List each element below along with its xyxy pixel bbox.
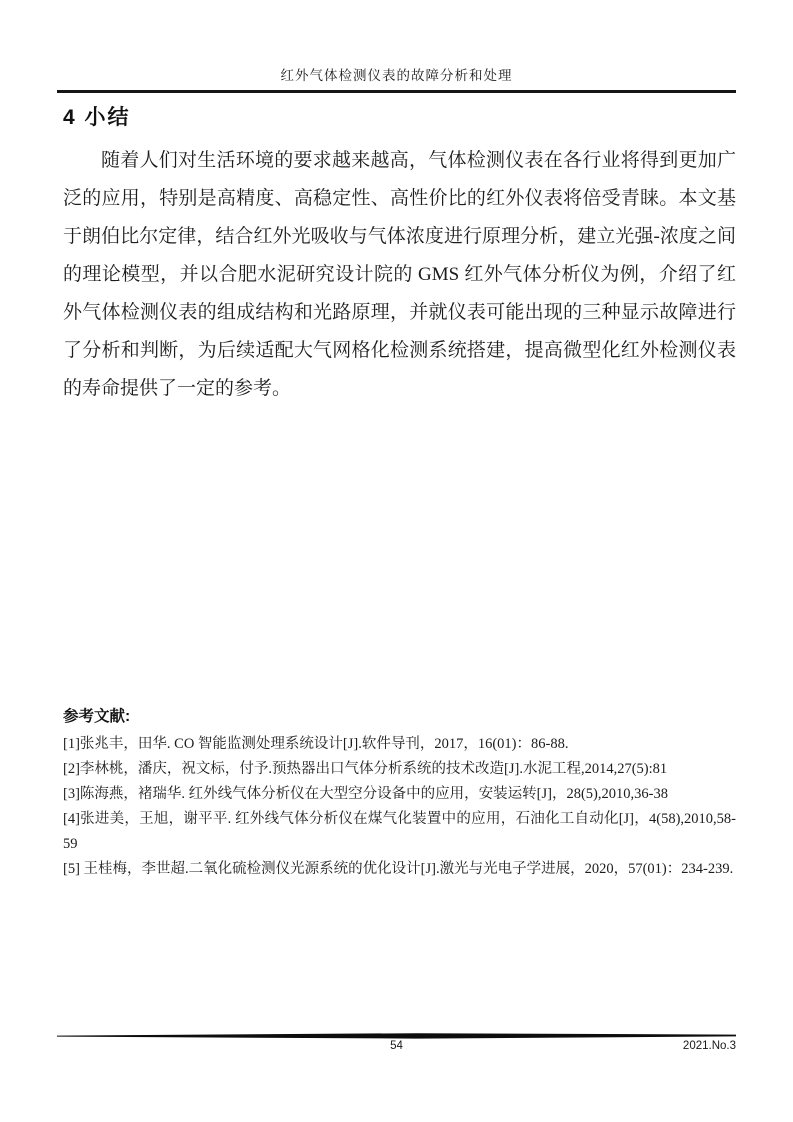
running-title: 红外气体检测仪表的故障分析和处理 xyxy=(280,68,513,83)
reference-item: [5] 王桂梅，李世超.二氧化硫检测仪光源系统的优化设计[J].激光与光电子学进展，2020，57(01)：234-239. xyxy=(63,861,734,877)
page-footer xyxy=(57,1033,736,1058)
reference-item: [2]李林桃，潘庆，祝文标，付予.预热器出口气体分析系统的技术改造[J].水泥工程,2014,27(5):81 xyxy=(63,761,668,777)
summary-paragraph: 随着人们对生活环境的要求越来越高，气体检测仪表在各行业将得到更加广泛的应用，特别是高精度、高稳定性、高性价比的红外仪表将倍受青睐。本文基于朗伯比尔定律，结合红外光吸收与气体浓度进行原理分析，建立光强-浓度之间的理论模型，并以合肥水泥研究设计院的 GMS 红外气体分析仪为例，介绍了红外气体检测仪表的组成结构和光路原理，并就仪表可能出现的三种显示故障进行了分析和判断，为后续适配大气网格化检测系统搭建，提高微型化红外检测仪表的寿命提供了一定的参考。 xyxy=(63,150,736,399)
page-number: 54 xyxy=(390,1040,403,1052)
section-heading: 4 小结 xyxy=(63,106,131,129)
references-section xyxy=(63,704,736,882)
reference-item: [4]张进美，王旭，谢平平. 红外线气体分析仪在煤气化装置中的应用，石油化工自动化[J]，4(58),2010,58-59 xyxy=(63,811,736,852)
footer-row xyxy=(57,1040,736,1058)
issue-label: 2021.No.3 xyxy=(682,1040,736,1052)
footer-divider xyxy=(57,1033,736,1039)
reference-item: [3]陈海燕，褚瑞华. 红外线气体分析仪在大型空分设备中的应用，安装运转[J]，28(5),2010,36-38 xyxy=(63,786,668,802)
header-divider xyxy=(57,90,736,93)
reference-item: [1]张兆丰，田华. CO 智能监测处理系统设计[J].软件导刊，2017，16(01)：86-88. xyxy=(63,736,569,752)
page-header xyxy=(57,64,736,93)
references-heading: 参考文献: xyxy=(63,708,131,725)
main-content xyxy=(63,101,736,408)
